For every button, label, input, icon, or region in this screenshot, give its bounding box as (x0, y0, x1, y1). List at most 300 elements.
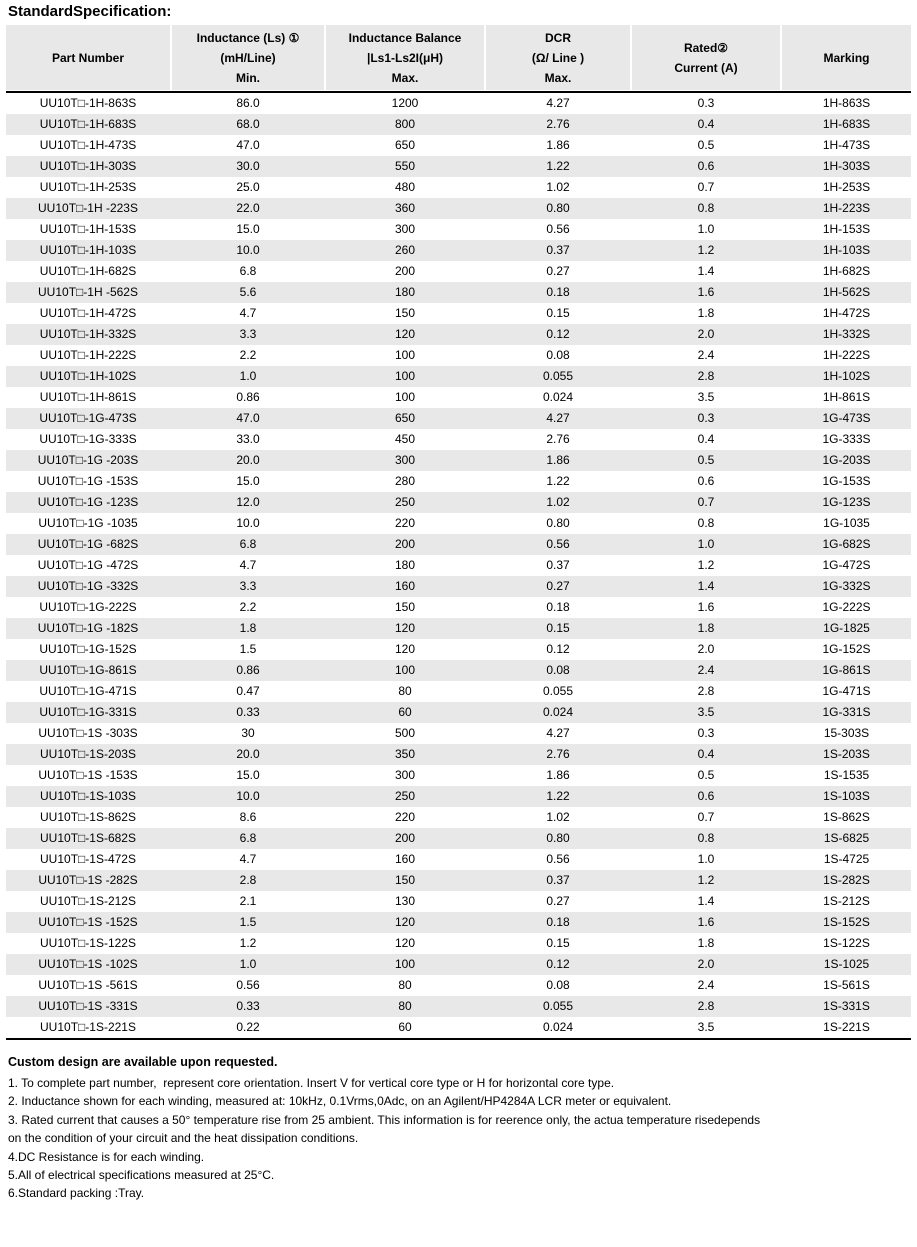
cell-rated-current: 0.3 (697, 96, 715, 110)
cell-dcr-max: 1.86 (546, 453, 570, 467)
cell-inductance-min: 8.6 (239, 810, 257, 824)
cell-dcr-max: 0.18 (546, 285, 570, 299)
table-row (6, 387, 911, 408)
cell-dcr-max: 0.024 (542, 390, 574, 404)
cell-marking: 1H-102S (822, 369, 871, 383)
footnote-line: 2. Inductance shown for each winding, measured at: 10kHz, 0.1Vrms,0Adc, on an Agilent/HP4284A LCR meter or equivalent. (8, 1094, 672, 1109)
cell-inductance-balance-max: 60 (398, 705, 412, 719)
cell-inductance-min: 0.56 (236, 978, 260, 992)
cell-inductance-balance-max: 250 (394, 495, 416, 509)
cell-part-number: UU10T□-1H-683S (39, 117, 137, 131)
table-row (6, 639, 911, 660)
table-row (6, 114, 911, 135)
cell-marking: 1H-861S (822, 390, 871, 404)
cell-dcr-max: 0.12 (546, 957, 570, 971)
cell-inductance-min: 86.0 (236, 96, 260, 110)
cell-inductance-balance-max: 800 (394, 117, 416, 131)
cell-part-number: UU10T□-1H -562S (38, 285, 138, 299)
cell-inductance-balance-max: 150 (394, 306, 416, 320)
table-row (6, 723, 911, 744)
table-row (6, 324, 911, 345)
table-row (6, 534, 911, 555)
cell-marking: 1S-282S (823, 873, 870, 887)
cell-dcr-max: 1.86 (546, 768, 570, 782)
cell-inductance-min: 1.0 (239, 369, 257, 383)
table-row (6, 786, 911, 807)
cell-part-number: UU10T□-1G-333S (39, 432, 137, 446)
cell-rated-current: 0.8 (697, 201, 715, 215)
cell-inductance-min: 0.86 (236, 663, 260, 677)
cell-marking: 1H-473S (822, 138, 871, 152)
cell-inductance-min: 47.0 (236, 411, 260, 425)
cell-dcr-max: 1.22 (546, 159, 570, 173)
col-header-part-number (6, 25, 170, 90)
cell-rated-current: 1.0 (697, 222, 715, 236)
cell-rated-current: 0.3 (697, 726, 715, 740)
cell-part-number: UU10T□-1G -332S (37, 579, 139, 593)
cell-marking: 1H-303S (822, 159, 871, 173)
cell-inductance-balance-max: 100 (394, 663, 416, 677)
cell-part-number: UU10T□-1G -182S (37, 621, 139, 635)
cell-inductance-min: 2.1 (239, 894, 257, 908)
table-row (6, 282, 911, 303)
col-header-part-number-label: Part Number (51, 50, 125, 65)
cell-part-number: UU10T□-1G -1035 (38, 516, 138, 530)
footnote-heading: Custom design are available upon requested. (8, 1055, 278, 1069)
table-row (6, 135, 911, 156)
cell-inductance-min: 30 (241, 726, 255, 740)
cell-dcr-max: 0.56 (546, 537, 570, 551)
cell-part-number: UU10T□-1S-212S (40, 894, 136, 908)
table-row (6, 849, 911, 870)
cell-marking: 1H-562S (822, 285, 871, 299)
cell-marking: 1G-153S (822, 474, 871, 488)
cell-inductance-min: 4.7 (239, 852, 257, 866)
cell-dcr-max: 4.27 (546, 96, 570, 110)
cell-rated-current: 0.7 (697, 495, 715, 509)
cell-marking: 1G-1825 (823, 621, 870, 635)
col-header-inductance-line2: (mH/Line) (220, 50, 276, 65)
cell-inductance-min: 20.0 (236, 747, 260, 761)
cell-marking: 1G-123S (822, 495, 871, 509)
cell-inductance-min: 15.0 (236, 222, 260, 236)
cell-dcr-max: 0.37 (546, 558, 570, 572)
footnote-line: 5.All of electrical specifications measured at 25°C. (8, 1168, 275, 1183)
cell-rated-current: 1.4 (697, 579, 715, 593)
cell-inductance-min: 5.6 (239, 285, 257, 299)
cell-part-number: UU10T□-1H-473S (39, 138, 137, 152)
cell-part-number: UU10T□-1G-471S (39, 684, 137, 698)
table-row (6, 156, 911, 177)
table-row (6, 450, 911, 471)
cell-part-number: UU10T□-1H-682S (39, 264, 137, 278)
cell-part-number: UU10T□-1G-331S (39, 705, 137, 719)
cell-inductance-balance-max: 130 (394, 894, 416, 908)
cell-inductance-min: 6.8 (239, 831, 257, 845)
cell-dcr-max: 1.22 (546, 474, 570, 488)
cell-inductance-balance-max: 60 (398, 1020, 412, 1034)
cell-marking: 1H-222S (822, 348, 871, 362)
cell-rated-current: 3.5 (697, 390, 715, 404)
cell-dcr-max: 0.12 (546, 327, 570, 341)
cell-inductance-balance-max: 480 (394, 180, 416, 194)
cell-inductance-min: 0.33 (236, 999, 260, 1013)
cell-part-number: UU10T□-1S-221S (40, 1020, 136, 1034)
cell-inductance-min: 4.7 (239, 558, 257, 572)
table-row (6, 303, 911, 324)
cell-inductance-min: 68.0 (236, 117, 260, 131)
footnote-line: on the condition of your circuit and the heat dissipation conditions. (8, 1131, 359, 1146)
cell-rated-current: 1.8 (697, 621, 715, 635)
cell-part-number: UU10T□-1S -282S (38, 873, 138, 887)
cell-marking: 1G-1035 (823, 516, 870, 530)
cell-rated-current: 0.4 (697, 747, 715, 761)
cell-inductance-balance-max: 250 (394, 789, 416, 803)
cell-inductance-balance-max: 180 (394, 558, 416, 572)
cell-dcr-max: 1.02 (546, 180, 570, 194)
table-row (6, 261, 911, 282)
cell-inductance-balance-max: 80 (398, 684, 412, 698)
cell-inductance-balance-max: 350 (394, 747, 416, 761)
cell-dcr-max: 0.08 (546, 663, 570, 677)
cell-inductance-balance-max: 80 (398, 978, 412, 992)
cell-rated-current: 0.8 (697, 831, 715, 845)
cell-dcr-max: 4.27 (546, 411, 570, 425)
cell-dcr-max: 0.08 (546, 348, 570, 362)
cell-inductance-min: 10.0 (236, 789, 260, 803)
table-row (6, 975, 911, 996)
cell-rated-current: 0.5 (697, 768, 715, 782)
cell-inductance-balance-max: 220 (394, 810, 416, 824)
table-row (6, 597, 911, 618)
cell-marking: 1G-473S (822, 411, 871, 425)
col-header-inductance-line1: Inductance (Ls) ① (196, 30, 300, 45)
cell-inductance-min: 3.3 (239, 327, 257, 341)
cell-part-number: UU10T□-1S -561S (38, 978, 138, 992)
table-row (6, 177, 911, 198)
cell-rated-current: 1.2 (697, 873, 715, 887)
cell-marking: 1H-223S (822, 201, 871, 215)
cell-inductance-balance-max: 80 (398, 999, 412, 1013)
cell-part-number: UU10T□-1H-472S (39, 306, 137, 320)
cell-dcr-max: 0.80 (546, 201, 570, 215)
col-header-marking-label: Marking (823, 50, 870, 65)
cell-inductance-min: 0.33 (236, 705, 260, 719)
cell-part-number: UU10T□-1S-203S (40, 747, 136, 761)
cell-rated-current: 0.3 (697, 411, 715, 425)
table-row (6, 954, 911, 975)
table-row (6, 408, 911, 429)
cell-inductance-balance-max: 300 (394, 222, 416, 236)
cell-part-number: UU10T□-1H-861S (39, 390, 137, 404)
cell-dcr-max: 0.56 (546, 852, 570, 866)
spec-table (6, 25, 911, 1040)
cell-part-number: UU10T□-1H-253S (39, 180, 137, 194)
cell-marking: 1S-212S (823, 894, 870, 908)
cell-inductance-balance-max: 1200 (391, 96, 419, 110)
cell-rated-current: 1.2 (697, 243, 715, 257)
cell-inductance-balance-max: 260 (394, 243, 416, 257)
cell-part-number: UU10T□-1S-682S (40, 831, 136, 845)
cell-marking: 1H-472S (822, 306, 871, 320)
cell-inductance-min: 0.86 (236, 390, 260, 404)
col-header-rated-line2: Current (A) (674, 60, 738, 75)
cell-marking: 1G-222S (822, 600, 871, 614)
cell-inductance-min: 15.0 (236, 474, 260, 488)
cell-marking: 1S-1535 (823, 768, 870, 782)
table-row (6, 933, 911, 954)
cell-rated-current: 0.5 (697, 138, 715, 152)
table-row (6, 618, 911, 639)
col-header-inductance (172, 25, 324, 90)
cell-inductance-min: 0.47 (236, 684, 260, 698)
cell-rated-current: 2.4 (697, 348, 715, 362)
cell-dcr-max: 0.18 (546, 915, 570, 929)
cell-rated-current: 0.6 (697, 789, 715, 803)
cell-inductance-balance-max: 200 (394, 537, 416, 551)
cell-marking: 1G-333S (822, 432, 871, 446)
cell-rated-current: 2.4 (697, 663, 715, 677)
table-row (6, 744, 911, 765)
col-header-inductance-line3: Min. (236, 70, 260, 85)
table-row (6, 198, 911, 219)
cell-part-number: UU10T□-1S -152S (38, 915, 138, 929)
cell-inductance-balance-max: 300 (394, 453, 416, 467)
cell-rated-current: 1.4 (697, 264, 715, 278)
cell-dcr-max: 0.37 (546, 873, 570, 887)
cell-dcr-max: 0.56 (546, 222, 570, 236)
cell-marking: 1H-153S (822, 222, 871, 236)
cell-inductance-min: 6.8 (239, 264, 257, 278)
table-row (6, 492, 911, 513)
cell-marking: 1S-331S (823, 999, 870, 1013)
cell-dcr-max: 0.15 (546, 621, 570, 635)
cell-part-number: UU10T□-1H-103S (39, 243, 137, 257)
cell-inductance-balance-max: 280 (394, 474, 416, 488)
cell-inductance-balance-max: 360 (394, 201, 416, 215)
table-row (6, 807, 911, 828)
cell-dcr-max: 0.15 (546, 936, 570, 950)
cell-marking: 1S-6825 (823, 831, 870, 845)
cell-dcr-max: 2.76 (546, 117, 570, 131)
cell-inductance-balance-max: 120 (394, 327, 416, 341)
cell-marking: 1G-331S (822, 705, 871, 719)
table-row (6, 996, 911, 1017)
cell-part-number: UU10T□-1H-102S (39, 369, 137, 383)
col-header-rated-line1: Rated② (683, 40, 729, 55)
cell-rated-current: 0.4 (697, 432, 715, 446)
cell-part-number: UU10T□-1S-103S (40, 789, 136, 803)
footnote-line: 1. To complete part number, represent core orientation. Insert V for vertical core type or H for horizontal core type. (8, 1076, 615, 1090)
cell-dcr-max: 0.024 (542, 705, 574, 719)
cell-marking: 1H-253S (822, 180, 871, 194)
footnote-line: 6.Standard packing :Tray. (8, 1186, 145, 1201)
cell-inductance-balance-max: 100 (394, 369, 416, 383)
cell-inductance-min: 30.0 (236, 159, 260, 173)
cell-part-number: UU10T□-1H -223S (38, 201, 138, 215)
cell-dcr-max: 0.27 (546, 894, 570, 908)
table-row (6, 828, 911, 849)
cell-dcr-max: 0.27 (546, 579, 570, 593)
cell-dcr-max: 0.80 (546, 831, 570, 845)
cell-marking: 1S-862S (823, 810, 870, 824)
cell-inductance-min: 10.0 (236, 516, 260, 530)
footnote-line: 4.DC Resistance is for each winding. (8, 1149, 205, 1164)
cell-marking: 1G-332S (822, 579, 871, 593)
cell-marking: 1G-861S (822, 663, 871, 677)
cell-rated-current: 0.6 (697, 474, 715, 488)
cell-rated-current: 1.6 (697, 600, 715, 614)
col-header-dcr (486, 25, 630, 90)
cell-rated-current: 2.8 (697, 369, 715, 383)
cell-inductance-min: 4.7 (239, 306, 257, 320)
cell-marking: 15-303S (823, 726, 870, 740)
cell-part-number: UU10T□-1S -303S (38, 726, 138, 740)
table-row (6, 912, 911, 933)
cell-inductance-min: 2.2 (239, 348, 257, 362)
col-header-inductance-balance (326, 25, 484, 90)
cell-inductance-balance-max: 100 (394, 957, 416, 971)
cell-marking: 1S-4725 (823, 852, 870, 866)
cell-dcr-max: 2.76 (546, 432, 570, 446)
cell-marking: 1S-203S (823, 747, 870, 761)
cell-dcr-max: 0.08 (546, 978, 570, 992)
table-row (6, 891, 911, 912)
cell-dcr-max: 0.024 (542, 1020, 574, 1034)
cell-rated-current: 1.2 (697, 558, 715, 572)
cell-rated-current: 0.8 (697, 516, 715, 530)
cell-rated-current: 2.8 (697, 684, 715, 698)
cell-rated-current: 1.0 (697, 537, 715, 551)
cell-dcr-max: 1.86 (546, 138, 570, 152)
cell-marking: 1H-682S (822, 264, 871, 278)
cell-inductance-min: 47.0 (236, 138, 260, 152)
cell-part-number: UU10T□-1S-122S (40, 936, 136, 950)
cell-part-number: UU10T□-1S -102S (38, 957, 138, 971)
cell-dcr-max: 2.76 (546, 747, 570, 761)
footnote-line: 3. Rated current that causes a 50° temperature rise from 25 ambient. This information is for reerence only, the actua temperature risedepends (8, 1112, 761, 1127)
cell-part-number: UU10T□-1S-862S (40, 810, 136, 824)
table-row (6, 429, 911, 450)
cell-part-number: UU10T□-1G-152S (39, 642, 137, 656)
cell-marking: 1S-1025 (823, 957, 870, 971)
cell-rated-current: 0.6 (697, 159, 715, 173)
cell-inductance-balance-max: 500 (394, 726, 416, 740)
cell-part-number: UU10T□-1H-222S (39, 348, 137, 362)
table-row (6, 576, 911, 597)
cell-rated-current: 0.7 (697, 180, 715, 194)
cell-inductance-min: 20.0 (236, 453, 260, 467)
page-title: StandardSpecification: (8, 3, 172, 20)
table-body (6, 93, 911, 1038)
col-header-balance-line1: Inductance Balance (348, 30, 462, 45)
cell-inductance-min: 2.8 (239, 873, 257, 887)
cell-inductance-balance-max: 100 (394, 348, 416, 362)
cell-part-number: UU10T□-1G-473S (39, 411, 137, 425)
cell-inductance-balance-max: 100 (394, 390, 416, 404)
cell-rated-current: 2.0 (697, 642, 715, 656)
table-row (6, 870, 911, 891)
cell-inductance-min: 10.0 (236, 243, 260, 257)
col-header-dcr-line1: DCR (545, 30, 571, 45)
cell-inductance-balance-max: 300 (394, 768, 416, 782)
cell-part-number: UU10T□-1H-863S (39, 96, 137, 110)
cell-marking: 1G-152S (822, 642, 871, 656)
cell-inductance-min: 2.2 (239, 600, 257, 614)
cell-dcr-max: 0.055 (542, 999, 574, 1013)
table-row (6, 555, 911, 576)
cell-inductance-balance-max: 650 (394, 411, 416, 425)
cell-part-number: UU10T□-1G -682S (37, 537, 139, 551)
table-row (6, 681, 911, 702)
cell-marking: 1S-103S (823, 789, 870, 803)
cell-marking: 1G-203S (822, 453, 871, 467)
table-row (6, 660, 911, 681)
cell-rated-current: 2.0 (697, 957, 715, 971)
cell-inductance-min: 12.0 (236, 495, 260, 509)
cell-inductance-balance-max: 450 (394, 432, 416, 446)
cell-inductance-balance-max: 180 (394, 285, 416, 299)
cell-inductance-min: 3.3 (239, 579, 257, 593)
cell-inductance-balance-max: 160 (394, 852, 416, 866)
cell-inductance-min: 33.0 (236, 432, 260, 446)
table-row (6, 513, 911, 534)
cell-part-number: UU10T□-1H-332S (39, 327, 137, 341)
cell-dcr-max: 0.27 (546, 264, 570, 278)
table-row (6, 765, 911, 786)
col-header-dcr-line3: Max. (544, 70, 572, 85)
cell-part-number: UU10T□-1H-303S (39, 159, 137, 173)
cell-marking: 1H-863S (822, 96, 871, 110)
cell-marking: 1H-332S (822, 327, 871, 341)
cell-inductance-min: 15.0 (236, 768, 260, 782)
cell-part-number: UU10T□-1G -472S (37, 558, 139, 572)
cell-rated-current: 1.8 (697, 936, 715, 950)
cell-inductance-min: 0.22 (236, 1020, 260, 1034)
cell-part-number: UU10T□-1S-472S (40, 852, 136, 866)
cell-rated-current: 3.5 (697, 705, 715, 719)
col-header-rated-current (632, 25, 780, 90)
cell-dcr-max: 0.055 (542, 684, 574, 698)
cell-inductance-min: 1.5 (239, 915, 257, 929)
cell-rated-current: 1.8 (697, 306, 715, 320)
cell-inductance-balance-max: 650 (394, 138, 416, 152)
cell-inductance-balance-max: 550 (394, 159, 416, 173)
table-row (6, 219, 911, 240)
cell-part-number: UU10T□-1G -203S (37, 453, 139, 467)
cell-rated-current: 1.0 (697, 852, 715, 866)
cell-dcr-max: 0.12 (546, 642, 570, 656)
cell-rated-current: 1.6 (697, 285, 715, 299)
cell-rated-current: 3.5 (697, 1020, 715, 1034)
footnote-list (8, 1074, 913, 1203)
table-row (6, 1017, 911, 1038)
cell-marking: 1S-561S (823, 978, 870, 992)
cell-part-number: UU10T□-1H-153S (39, 222, 137, 236)
cell-dcr-max: 1.22 (546, 789, 570, 803)
cell-inductance-balance-max: 150 (394, 873, 416, 887)
cell-dcr-max: 1.02 (546, 495, 570, 509)
cell-inductance-balance-max: 160 (394, 579, 416, 593)
table-row (6, 702, 911, 723)
cell-inductance-min: 6.8 (239, 537, 257, 551)
cell-rated-current: 2.0 (697, 327, 715, 341)
cell-part-number: UU10T□-1G -123S (37, 495, 139, 509)
cell-rated-current: 1.6 (697, 915, 715, 929)
cell-inductance-balance-max: 200 (394, 831, 416, 845)
cell-part-number: UU10T□-1G -153S (37, 474, 139, 488)
cell-rated-current: 0.5 (697, 453, 715, 467)
